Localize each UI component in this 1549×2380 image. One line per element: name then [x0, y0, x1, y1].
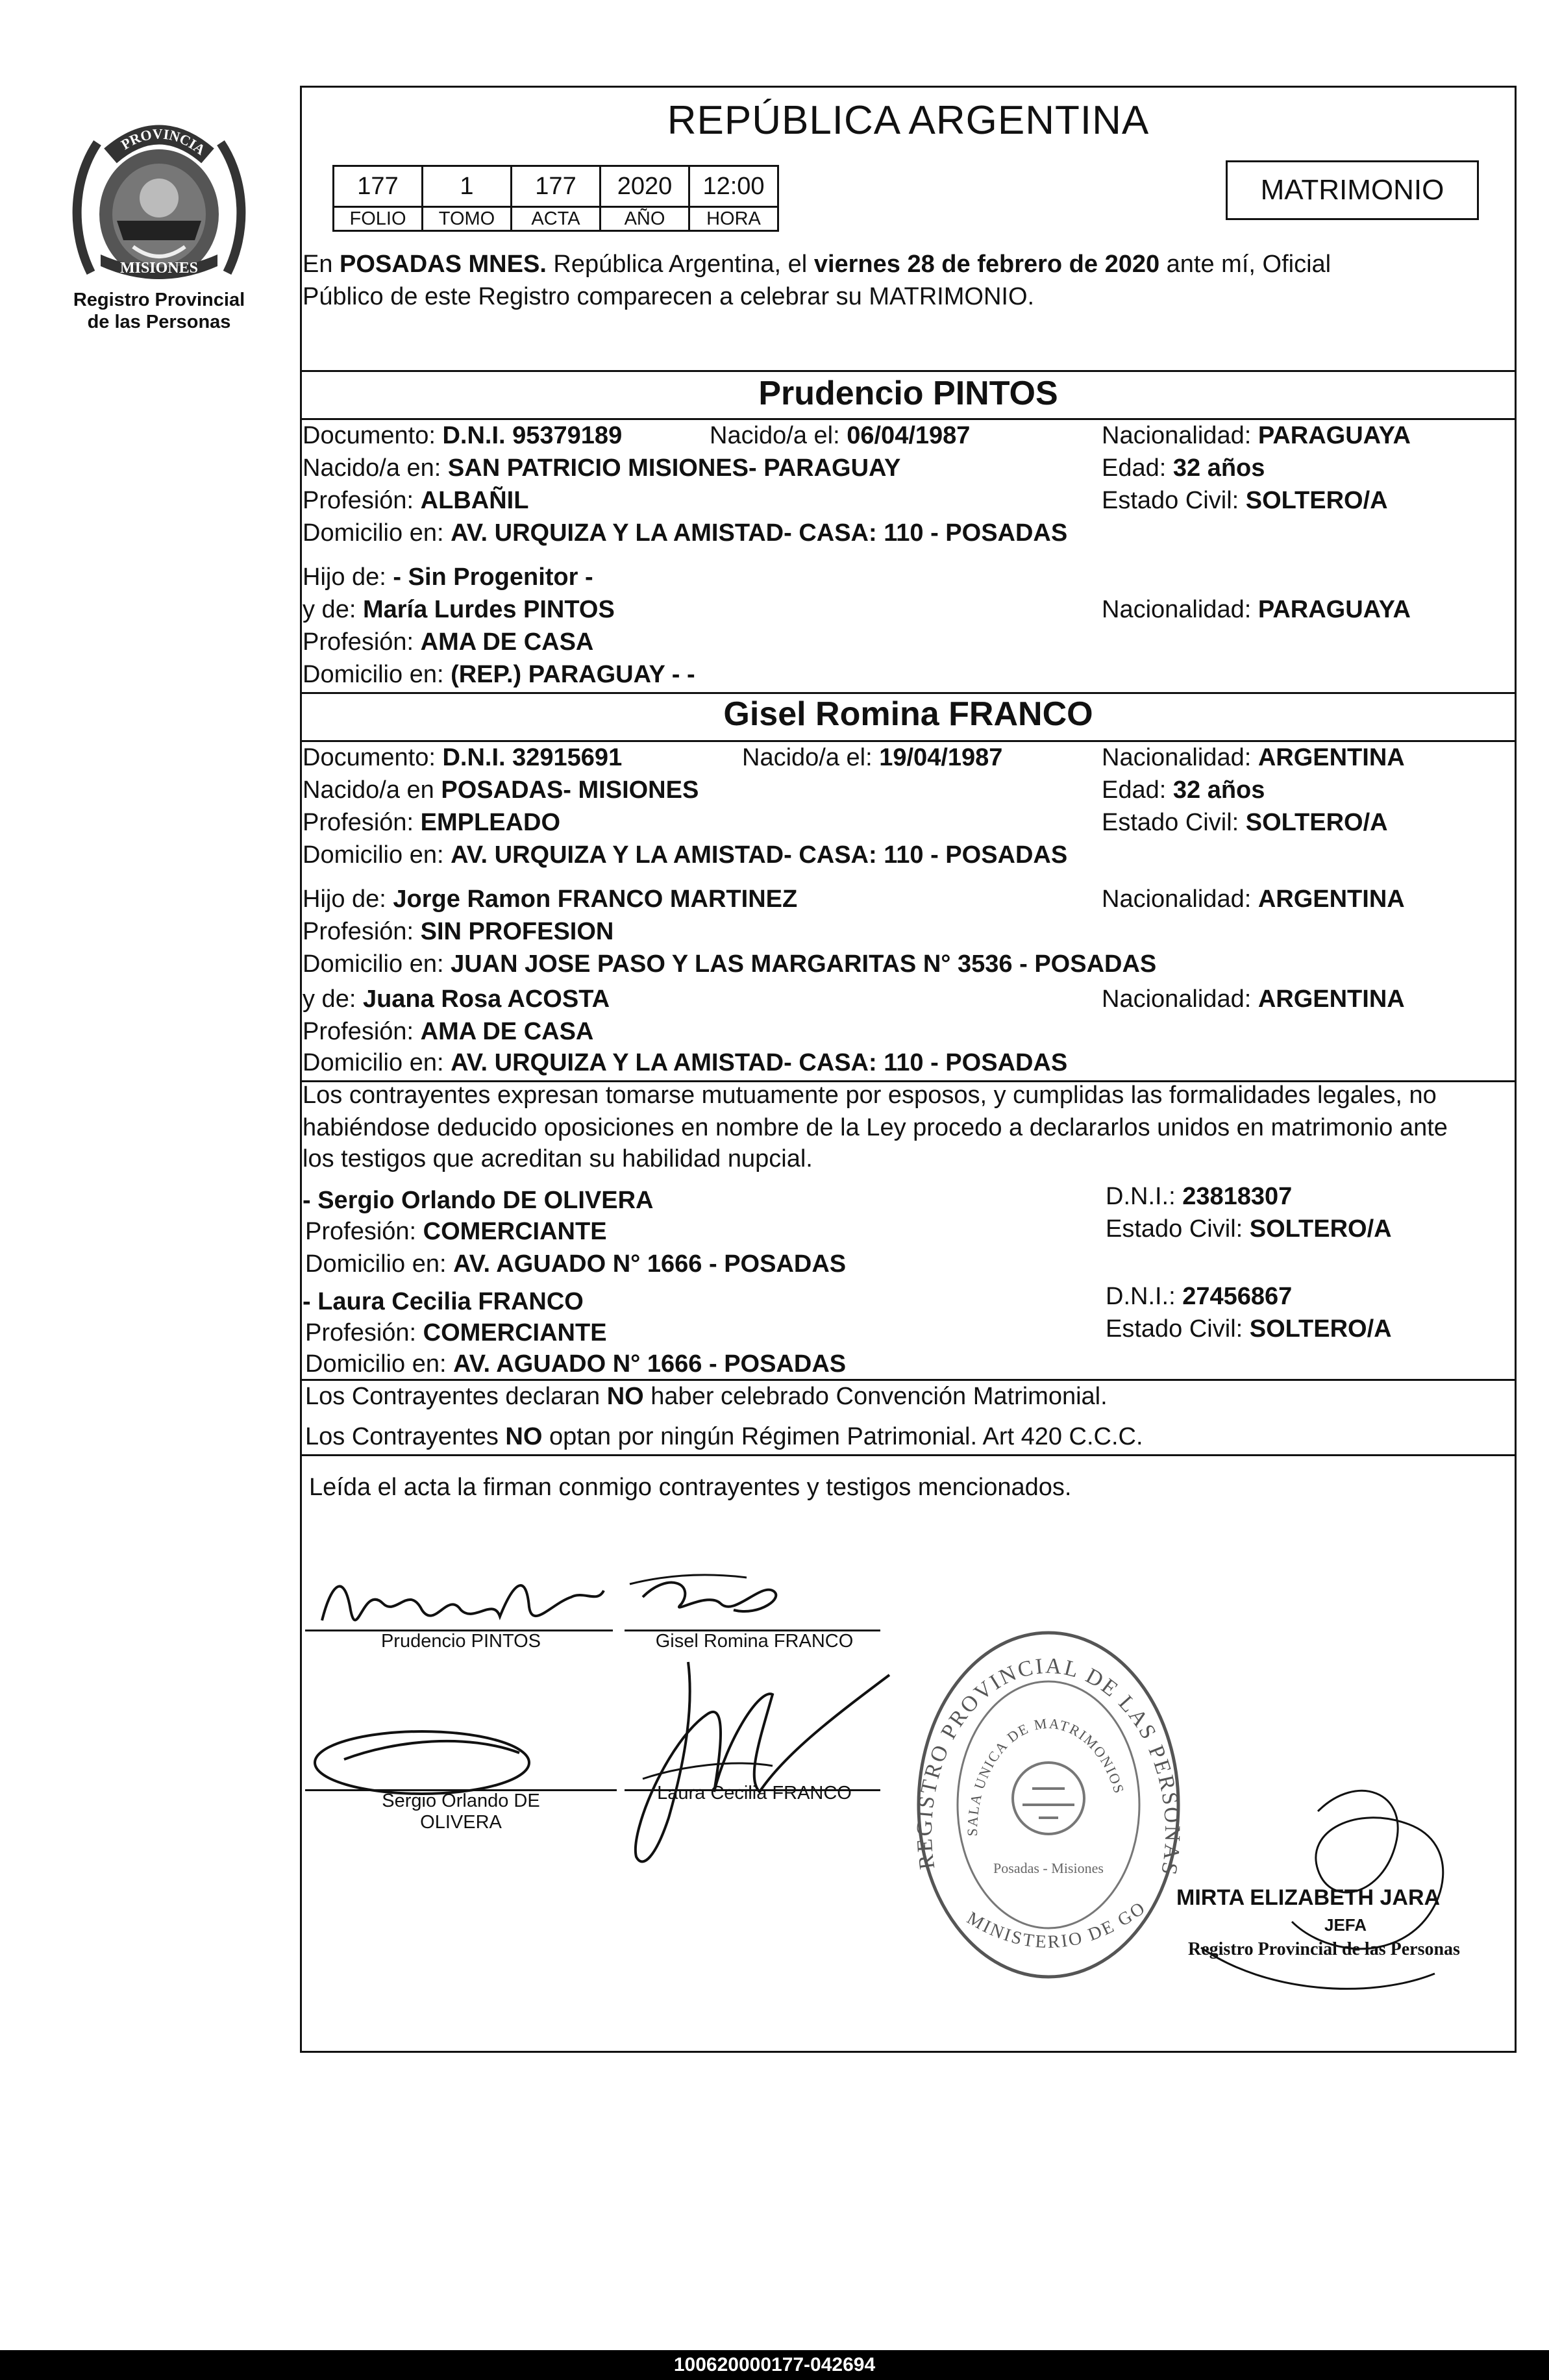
spouse1-domicilio: Domicilio en: AV. URQUIZA Y LA AMISTAD- CASA: 110 - POSADAS — [303, 519, 1068, 547]
witness1-domicilio: Domicilio en: AV. AGUADO N° 1666 - POSADAS — [305, 1250, 847, 1278]
spouse1-nacionalidad: Nacionalidad: PARAGUAYA — [1102, 422, 1411, 449]
intro-line-2: Público de este Registro comparecen a celebrar su MATRIMONIO. — [303, 283, 1035, 310]
convention-line-2: Los Contrayentes NO optan por ningún Régimen Patrimonial. Art 420 C.C.C. — [305, 1423, 1143, 1450]
spouse2-madre-domicilio: Domicilio en: AV. URQUIZA Y LA AMISTAD- CASA: 110 - POSADAS — [303, 1049, 1068, 1076]
spouse2-y-de: y de: Juana Rosa ACOSTA — [303, 985, 610, 1013]
hora-label: HORA — [689, 207, 778, 231]
spouse1-edad: Edad: 32 años — [1102, 454, 1265, 482]
official-role: JEFA — [1324, 1915, 1367, 1935]
spouse1-madre-nacionalidad: Nacionalidad: PARAGUAYA — [1102, 596, 1411, 623]
divider — [300, 1454, 1517, 1456]
spouse1-y-de: y de: María Lurdes PINTOS — [303, 596, 615, 623]
signature-label-2: Gisel Romina FRANCO — [655, 1631, 854, 1652]
record-table — [332, 165, 779, 232]
logo-caption: Registro Provincial de las Personas — [73, 290, 245, 332]
witness1-profesion: Profesión: COMERCIANTE — [305, 1218, 607, 1245]
svg-text:PROVINCIA DE: PROVINCIA — [118, 125, 208, 158]
spouse2-edad: Edad: 32 años — [1102, 776, 1265, 804]
witness1-name: - Sergio Orlando DE OLIVERA — [303, 1187, 654, 1214]
folio-label: FOLIO — [334, 207, 423, 231]
official-office: Registro Provincial de las Personas — [1188, 1939, 1460, 1959]
spouse2-madre-profesion: Profesión: AMA DE CASA — [303, 1018, 594, 1045]
spouse2-domicilio: Domicilio en: AV. URQUIZA Y LA AMISTAD- CASA: 110 - POSADAS — [303, 841, 1068, 869]
spouse2-documento: Documento: D.N.I. 32915691 — [303, 744, 623, 771]
divider — [300, 1379, 1517, 1381]
spouse1-estado-civil: Estado Civil: SOLTERO/A — [1102, 487, 1388, 514]
tomo-value: 1 — [423, 166, 512, 207]
province-logo — [65, 117, 253, 292]
spouse2-hijo-de: Hijo de: Jorge Ramon FRANCO MARTINEZ — [303, 886, 798, 913]
divider — [300, 370, 1517, 372]
svg-text:MINISTERIO DE GOBIERNO: MINISTERIO DE GO — [963, 1897, 1150, 1953]
witness2-dni: D.N.I.: 27456867 — [1106, 1283, 1293, 1310]
anio-label: AÑO — [601, 207, 689, 231]
witness1-estado-civil: Estado Civil: SOLTERO/A — [1106, 1215, 1392, 1243]
folio-value: 177 — [334, 166, 423, 207]
spouse1-profesion: Profesión: ALBAÑIL — [303, 487, 529, 514]
witness2-name: - Laura Cecilia FRANCO — [303, 1288, 584, 1315]
stamp-seal-icon — [909, 1623, 1188, 1987]
divider — [300, 692, 1517, 694]
spouse2-nacido-el: Nacido/a el: 19/04/1987 — [742, 744, 1003, 771]
signature-label-1: Prudencio PINTOS — [380, 1631, 541, 1652]
coat-of-arms-icon — [65, 117, 253, 292]
closing-text: Leída el acta la firman conmigo contrayentes y testigos mencionados. — [309, 1474, 1072, 1501]
declaration-line-2: habiéndose deducido oposiciones en nombre de la Ley procedo a declararlos unidos en matrimonio ante — [303, 1114, 1448, 1141]
spouse1-documento: Documento: D.N.I. 95379189 — [303, 422, 623, 449]
witness2-estado-civil: Estado Civil: SOLTERO/A — [1106, 1315, 1392, 1343]
svg-text:Posadas - Misiones: Posadas - Misiones — [993, 1860, 1104, 1876]
svg-text:MISIONES: MISIONES — [119, 260, 199, 277]
spouse1-name: Prudencio PINTOS — [758, 375, 1058, 412]
page-title: REPÚBLICA ARGENTINA — [667, 98, 1150, 143]
spouse1-hijo-de: Hijo de: - Sin Progenitor - — [303, 564, 593, 591]
spouse2-padre-domicilio: Domicilio en: JUAN JOSE PASO Y LAS MARGARITAS N° 3536 - POSADAS — [303, 950, 1157, 978]
spouse2-profesion: Profesión: EMPLEADO — [303, 809, 561, 836]
convention-line-1: Los Contrayentes declaran NO haber celebrado Convención Matrimonial. — [305, 1383, 1108, 1410]
anio-value: 2020 — [601, 166, 689, 207]
official-stamp — [909, 1623, 1188, 1990]
svg-text:REGISTRO PROVINCIAL DE LAS PER: REGISTRO PROVINCIAL DE LAS PERSONAS — [912, 1654, 1185, 1879]
spouse2-madre-nacionalidad: Nacionalidad: ARGENTINA — [1102, 985, 1405, 1013]
declaration-line-3: los testigos que acreditan su habilidad nupcial. — [303, 1145, 813, 1172]
spouse2-padre-nacionalidad: Nacionalidad: ARGENTINA — [1102, 886, 1405, 913]
spouse1-madre-domicilio: Domicilio en: (REP.) PARAGUAY - - — [303, 661, 695, 688]
spouse2-estado-civil: Estado Civil: SOLTERO/A — [1102, 809, 1388, 836]
acta-label: ACTA — [512, 207, 601, 231]
divider — [300, 740, 1517, 742]
signature-label-4: Laura Cecilia FRANCO — [657, 1783, 852, 1804]
witness2-domicilio: Domicilio en: AV. AGUADO N° 1666 - POSADAS — [305, 1350, 847, 1378]
spouse1-nacido-el: Nacido/a el: 06/04/1987 — [710, 422, 971, 449]
act-type-box: MATRIMONIO — [1226, 160, 1479, 220]
witness1-dni: D.N.I.: 23818307 — [1106, 1183, 1293, 1210]
intro-line-1: En POSADAS MNES. República Argentina, el viernes 28 de febrero de 2020 ante mí, Oficial — [303, 251, 1332, 278]
acta-value: 177 — [512, 166, 601, 207]
spouse2-name: Gisel Romina FRANCO — [723, 695, 1093, 733]
signature-label-3: Sergio Orlando DE OLIVERA — [382, 1791, 540, 1833]
spouse2-nacido-en: Nacido/a en POSADAS- MISIONES — [303, 776, 699, 804]
spouse2-nacionalidad: Nacionalidad: ARGENTINA — [1102, 744, 1405, 771]
divider — [300, 418, 1517, 420]
footer-code-bar: 100620000177-042694 — [0, 2350, 1549, 2380]
spouse2-padre-profesion: Profesión: SIN PROFESION — [303, 918, 614, 945]
svg-text:SALA UNICA DE MATRIMONIOS: SALA UNICA DE MATRIMONIOS — [963, 1715, 1128, 1837]
witness2-profesion: Profesión: COMERCIANTE — [305, 1319, 607, 1346]
hora-value: 12:00 — [689, 166, 778, 207]
official-name: MIRTA ELIZABETH JARA — [1176, 1885, 1441, 1910]
tomo-label: TOMO — [423, 207, 512, 231]
declaration-line-1: Los contrayentes expresan tomarse mutuamente por esposos, y cumplidas las formalidades legales, no — [303, 1082, 1437, 1109]
spouse1-madre-profesion: Profesión: AMA DE CASA — [303, 628, 594, 656]
spouse1-nacido-en: Nacido/a en: SAN PATRICIO MISIONES- PARAGUAY — [303, 454, 901, 482]
